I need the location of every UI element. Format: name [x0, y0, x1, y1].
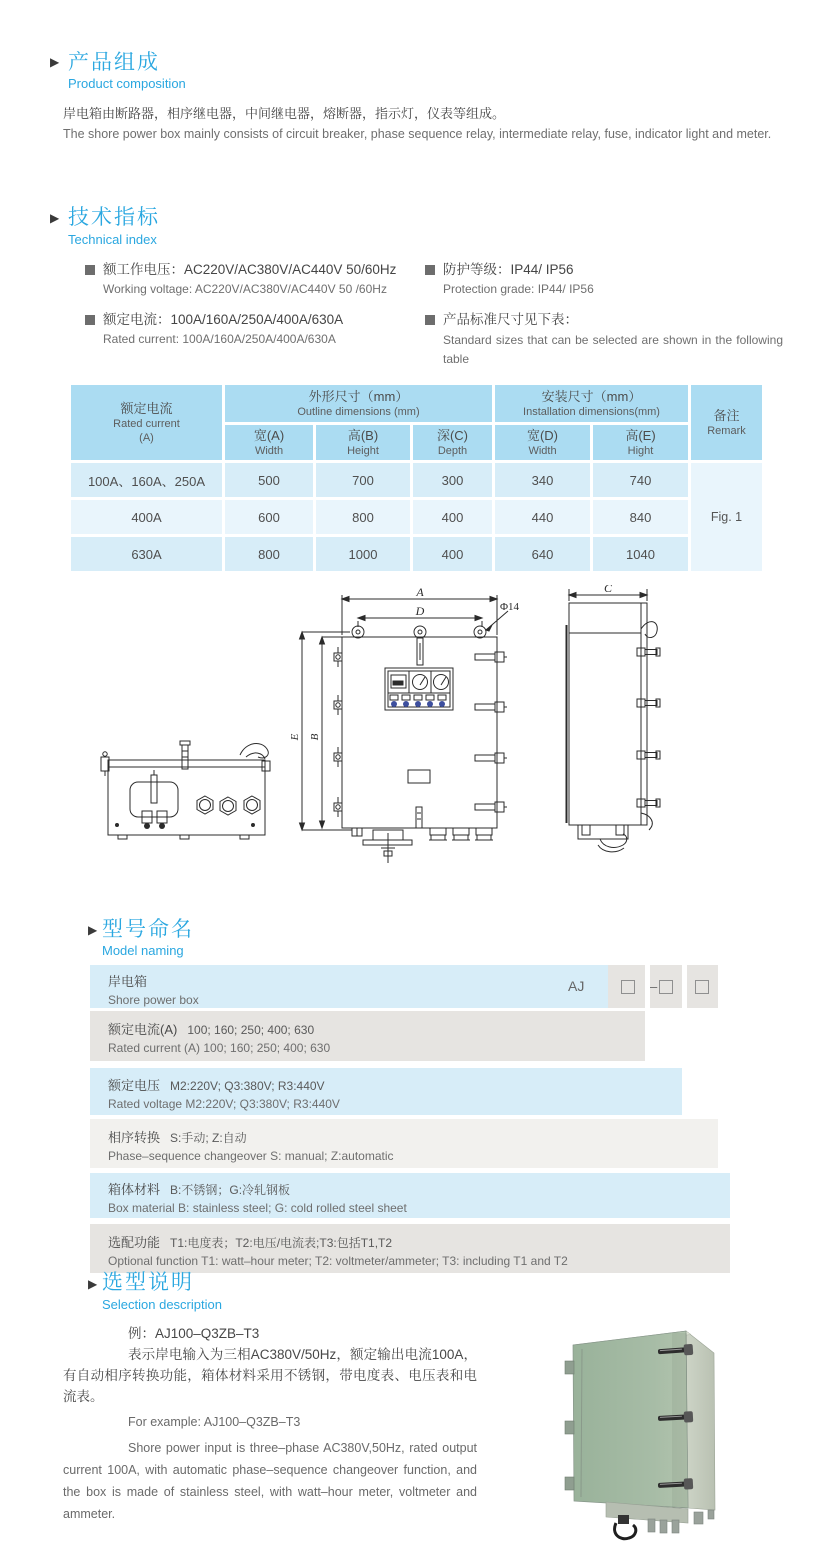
section-title-selection: 选型说明	[102, 1271, 194, 1294]
selection-paragraph-zh: 表示岸电输入为三相AC380V/50Hz，额定输出电流100A，有自动相序转换功能，箱体材料采用不锈钢，带电度表、电压表和电流表。	[63, 1347, 477, 1404]
section-title-composition: 产品组成	[68, 51, 160, 74]
model-row-rated-current: 额定电流(A) 100; 160; 250; 400; 630 Rated current (A) 100; 160; 250; 400; 630	[90, 1011, 645, 1061]
header-width-d: 宽(D) Width	[494, 424, 592, 462]
section-title-technical: 技术指标	[68, 206, 160, 229]
dim-label-c: C	[603, 585, 613, 595]
tech-item-sizes-en: Standard sizes that can be selected are shown in the following table	[443, 333, 783, 366]
section-subtitle-composition: Product composition	[68, 76, 186, 91]
tech-item-sizes: 产品标准尺寸见下表：	[425, 308, 578, 328]
section-arrow-icon: ▶	[50, 55, 60, 69]
tech-item-voltage-en: Working voltage: AC220V/AC380V/AC440V 50 /60Hz	[103, 282, 387, 296]
table-row: 400A 600 800 400 440 840	[70, 499, 764, 536]
model-row-optional-function: 选配功能 T1:电度表；T2:电压/电流表;T3:包括T1,T2 Optional function T1: watt–hour meter; T2: voltmeter/ammeter; T3: including T1 and T2	[90, 1224, 730, 1273]
header-width-a: 宽(A) Width	[224, 424, 315, 462]
front-bottom-fittings	[352, 807, 493, 863]
code-box-1	[621, 980, 635, 994]
tech-item-protection: 防护等级：IP44/ IP56	[425, 258, 574, 278]
model-prefix: AJ	[568, 978, 585, 994]
code-box-3	[695, 980, 709, 994]
table-row: 630A 800 1000 400 640 1040	[70, 536, 764, 573]
header-depth-c: 深(C) Depth	[412, 424, 494, 462]
tech-item-current: 额定电流：100A/160A/250A/400A/630A	[85, 308, 343, 328]
front-right-latches	[475, 652, 507, 812]
section-subtitle-technical: Technical index	[68, 232, 157, 247]
composition-body-zh: 岸电箱由断路器，相序继电器，中间继电器，熔断器，指示灯，仪表等组成。	[63, 106, 506, 121]
dim-label-b: B	[309, 733, 321, 741]
selection-paragraph-en: Shore power input is three–phase AC380V,50Hz, rated output current 100A, with automatic phase–sequence changeover function, and the box is made of stainless steel, with watt–hour meter, voltmeter and ammeter.	[63, 1441, 477, 1521]
section-arrow-icon: ▶	[88, 1277, 98, 1291]
bullet-icon	[425, 315, 435, 325]
remark-value: Fig. 1	[690, 462, 764, 573]
technical-drawing	[0, 585, 830, 897]
meter-panel	[385, 668, 453, 710]
model-naming-table	[90, 965, 730, 1277]
tech-item-protection-en: Protection grade: IP44/ IP56	[443, 282, 594, 296]
tech-item-current-en: Rated current: 100A/160A/250A/400A/630A	[103, 332, 336, 346]
hinges	[565, 1361, 574, 1490]
dim-label-e: E	[289, 733, 301, 741]
section-arrow-icon: ▶	[50, 211, 60, 225]
dim-label-phi14: Φ14	[500, 601, 520, 613]
selection-example-en: For example: AJ100–Q3ZB–T3	[128, 1415, 301, 1429]
bottom-view-details	[101, 741, 270, 839]
side-latches	[637, 622, 660, 830]
section-subtitle-model-naming: Model naming	[102, 943, 184, 958]
section-arrow-icon: ▶	[88, 923, 98, 937]
model-row-shore-power-box: 岸电箱 Shore power box	[90, 965, 608, 1008]
side-bottom-bracket	[578, 825, 628, 852]
composition-body-en: The shore power box mainly consists of circuit breaker, phase sequence relay, intermediate relay, fuse, indicator light and meter.	[63, 127, 772, 141]
header-rated-current: 额定电流 Rated current (A)	[70, 384, 224, 462]
model-row-phase-sequence: 相序转换 S:手动; Z:自动 Phase–sequence changeover S: manual; Z:automatic	[90, 1119, 718, 1168]
model-row-box-material: 箱体材料 B:不锈钢；G:冷轧钢板 Box material B: stainless steel; G: cold rolled steel sheet	[90, 1173, 730, 1218]
section-title-model-naming: 型号命名	[102, 918, 194, 941]
bullet-icon	[85, 315, 95, 325]
code-box-2	[659, 980, 673, 994]
header-height-e: 高(E) Hight	[592, 424, 690, 462]
bullet-icon	[85, 265, 95, 275]
model-row-rated-voltage: 额定电压 M2:220V; Q3:380V; R3:440V Rated voltage M2:220V; Q3:380V; R3:440V	[90, 1068, 682, 1115]
header-height-b: 高(B) Height	[315, 424, 412, 462]
header-installation-dimensions: 安装尺寸（mm） Installation dimensions(mm)	[494, 384, 690, 424]
tech-item-voltage: 额工作电压：AC220V/AC380V/AC440V 50/60Hz	[85, 258, 396, 278]
bullet-icon	[425, 265, 435, 275]
dim-label-d: D	[415, 604, 425, 618]
door-window	[408, 770, 430, 783]
dimension-table	[68, 382, 765, 574]
section-subtitle-selection: Selection description	[102, 1297, 222, 1312]
product-photo	[548, 1303, 805, 1560]
front-left-bolts	[334, 647, 342, 817]
header-outline-dimensions: 外形尺寸（mm） Outline dimensions (mm)	[224, 384, 494, 424]
table-row: 100A、160A、250A 500 700 300 340 740 Fig. 1	[70, 462, 764, 499]
selection-example-zh: 例：AJ100–Q3ZB–T3	[128, 1326, 260, 1341]
code-dash: –	[650, 979, 658, 994]
dim-label-a: A	[416, 585, 424, 599]
header-remark: 备注 Remark	[690, 384, 764, 462]
